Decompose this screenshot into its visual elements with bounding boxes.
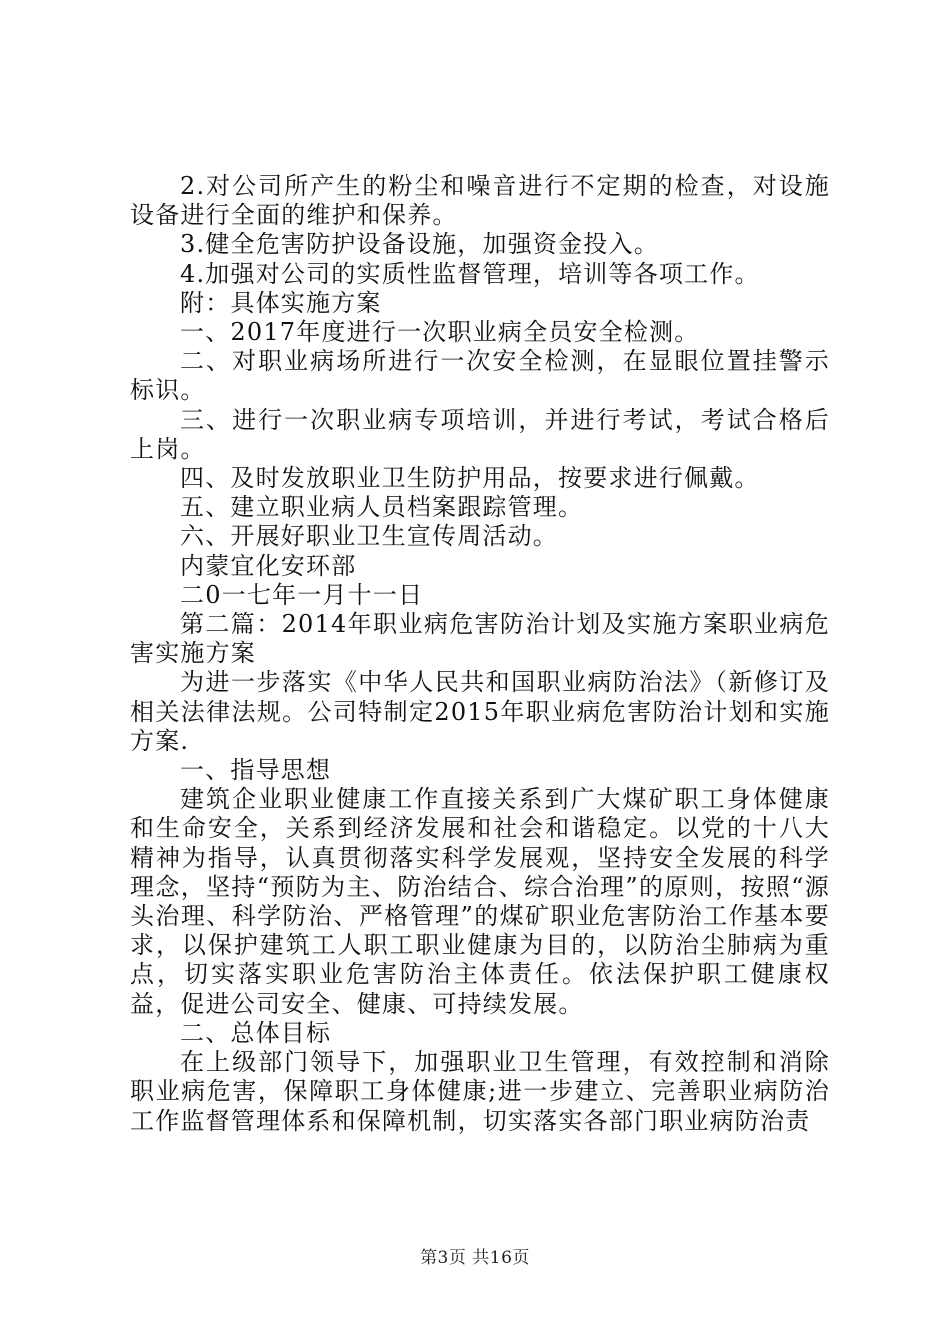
appendix-heading: 附：具体实施方案 — [180, 288, 382, 317]
paragraph-item-4: 4.加强对公司的实质性监督管理，培训等各项工作。 — [180, 259, 760, 288]
plan-item-4: 四、及时发放职业卫生防护用品，按要求进行佩戴。 — [180, 464, 760, 493]
signature-department: 内蒙宜化安环部 — [180, 551, 357, 580]
document-body — [130, 172, 830, 1136]
plan-item-5: 五、建立职业病人员档案跟踪管理。 — [180, 493, 584, 522]
plan-item-3: 三、进行一次职业病专项培训，并进行考试，考试合格后上岗。 — [130, 405, 830, 463]
guiding-thought-paragraph: 建筑企业职业健康工作直接关系到广大煤矿职工身体健康和生命安全，关系到经济发展和社会和谐稳定。以党的十八大精神为指导，认真贯彻落实科学发展观，坚持安全发展的科学理念，坚持“预防为主、防治结合、综合治理”的原则，按照“源头治理、科学防治、严格管理”的煤矿职业危害防治工作基本要求，以保护建筑工人职工职业健康为目的，以防治尘肺病为重点，切实落实职业危害防治主体责任。依法保护职工健康权益，促进公司安全、健康、可持续发展。 — [130, 785, 830, 1018]
intro-paragraph: 为进一步落实《中华人民共和国职业病防治法》（新修订及相关法律法规。公司特制定2015年职业病危害防治计划和实施方案. — [130, 668, 830, 755]
section-title: 第二篇：2014年职业病危害防治计划及实施方案职业病危害实施方案 — [130, 610, 830, 668]
overall-goal-paragraph: 在上级部门领导下，加强职业卫生管理，有效控制和消除职业病危害，保障职工身体健康;进一步建立、完善职业病防治工作监督管理体系和保障机制，切实落实各部门职业病防治责 — [130, 1048, 830, 1135]
signature-date: 二0一七年一月十一日 — [180, 580, 424, 609]
plan-item-2: 二、对职业病场所进行一次安全检测，在显眼位置挂警示标识。 — [130, 347, 830, 405]
heading-overall-goal: 二、总体目标 — [180, 1018, 332, 1047]
heading-guiding-thought: 一、指导思想 — [180, 756, 332, 785]
paragraph-item-2: 2.对公司所产生的粉尘和噪音进行不定期的检查，对设施设备进行全面的维护和保养。 — [130, 172, 830, 230]
page-number-footer: 第3页 共16页 — [420, 1248, 530, 1268]
plan-item-6: 六、开展好职业卫生宣传周活动。 — [180, 522, 558, 551]
paragraph-item-3: 3.健全危害防护设备设施，加强资金投入。 — [180, 230, 659, 259]
plan-item-1: 一、2017年度进行一次职业病全员安全检测。 — [180, 318, 700, 347]
